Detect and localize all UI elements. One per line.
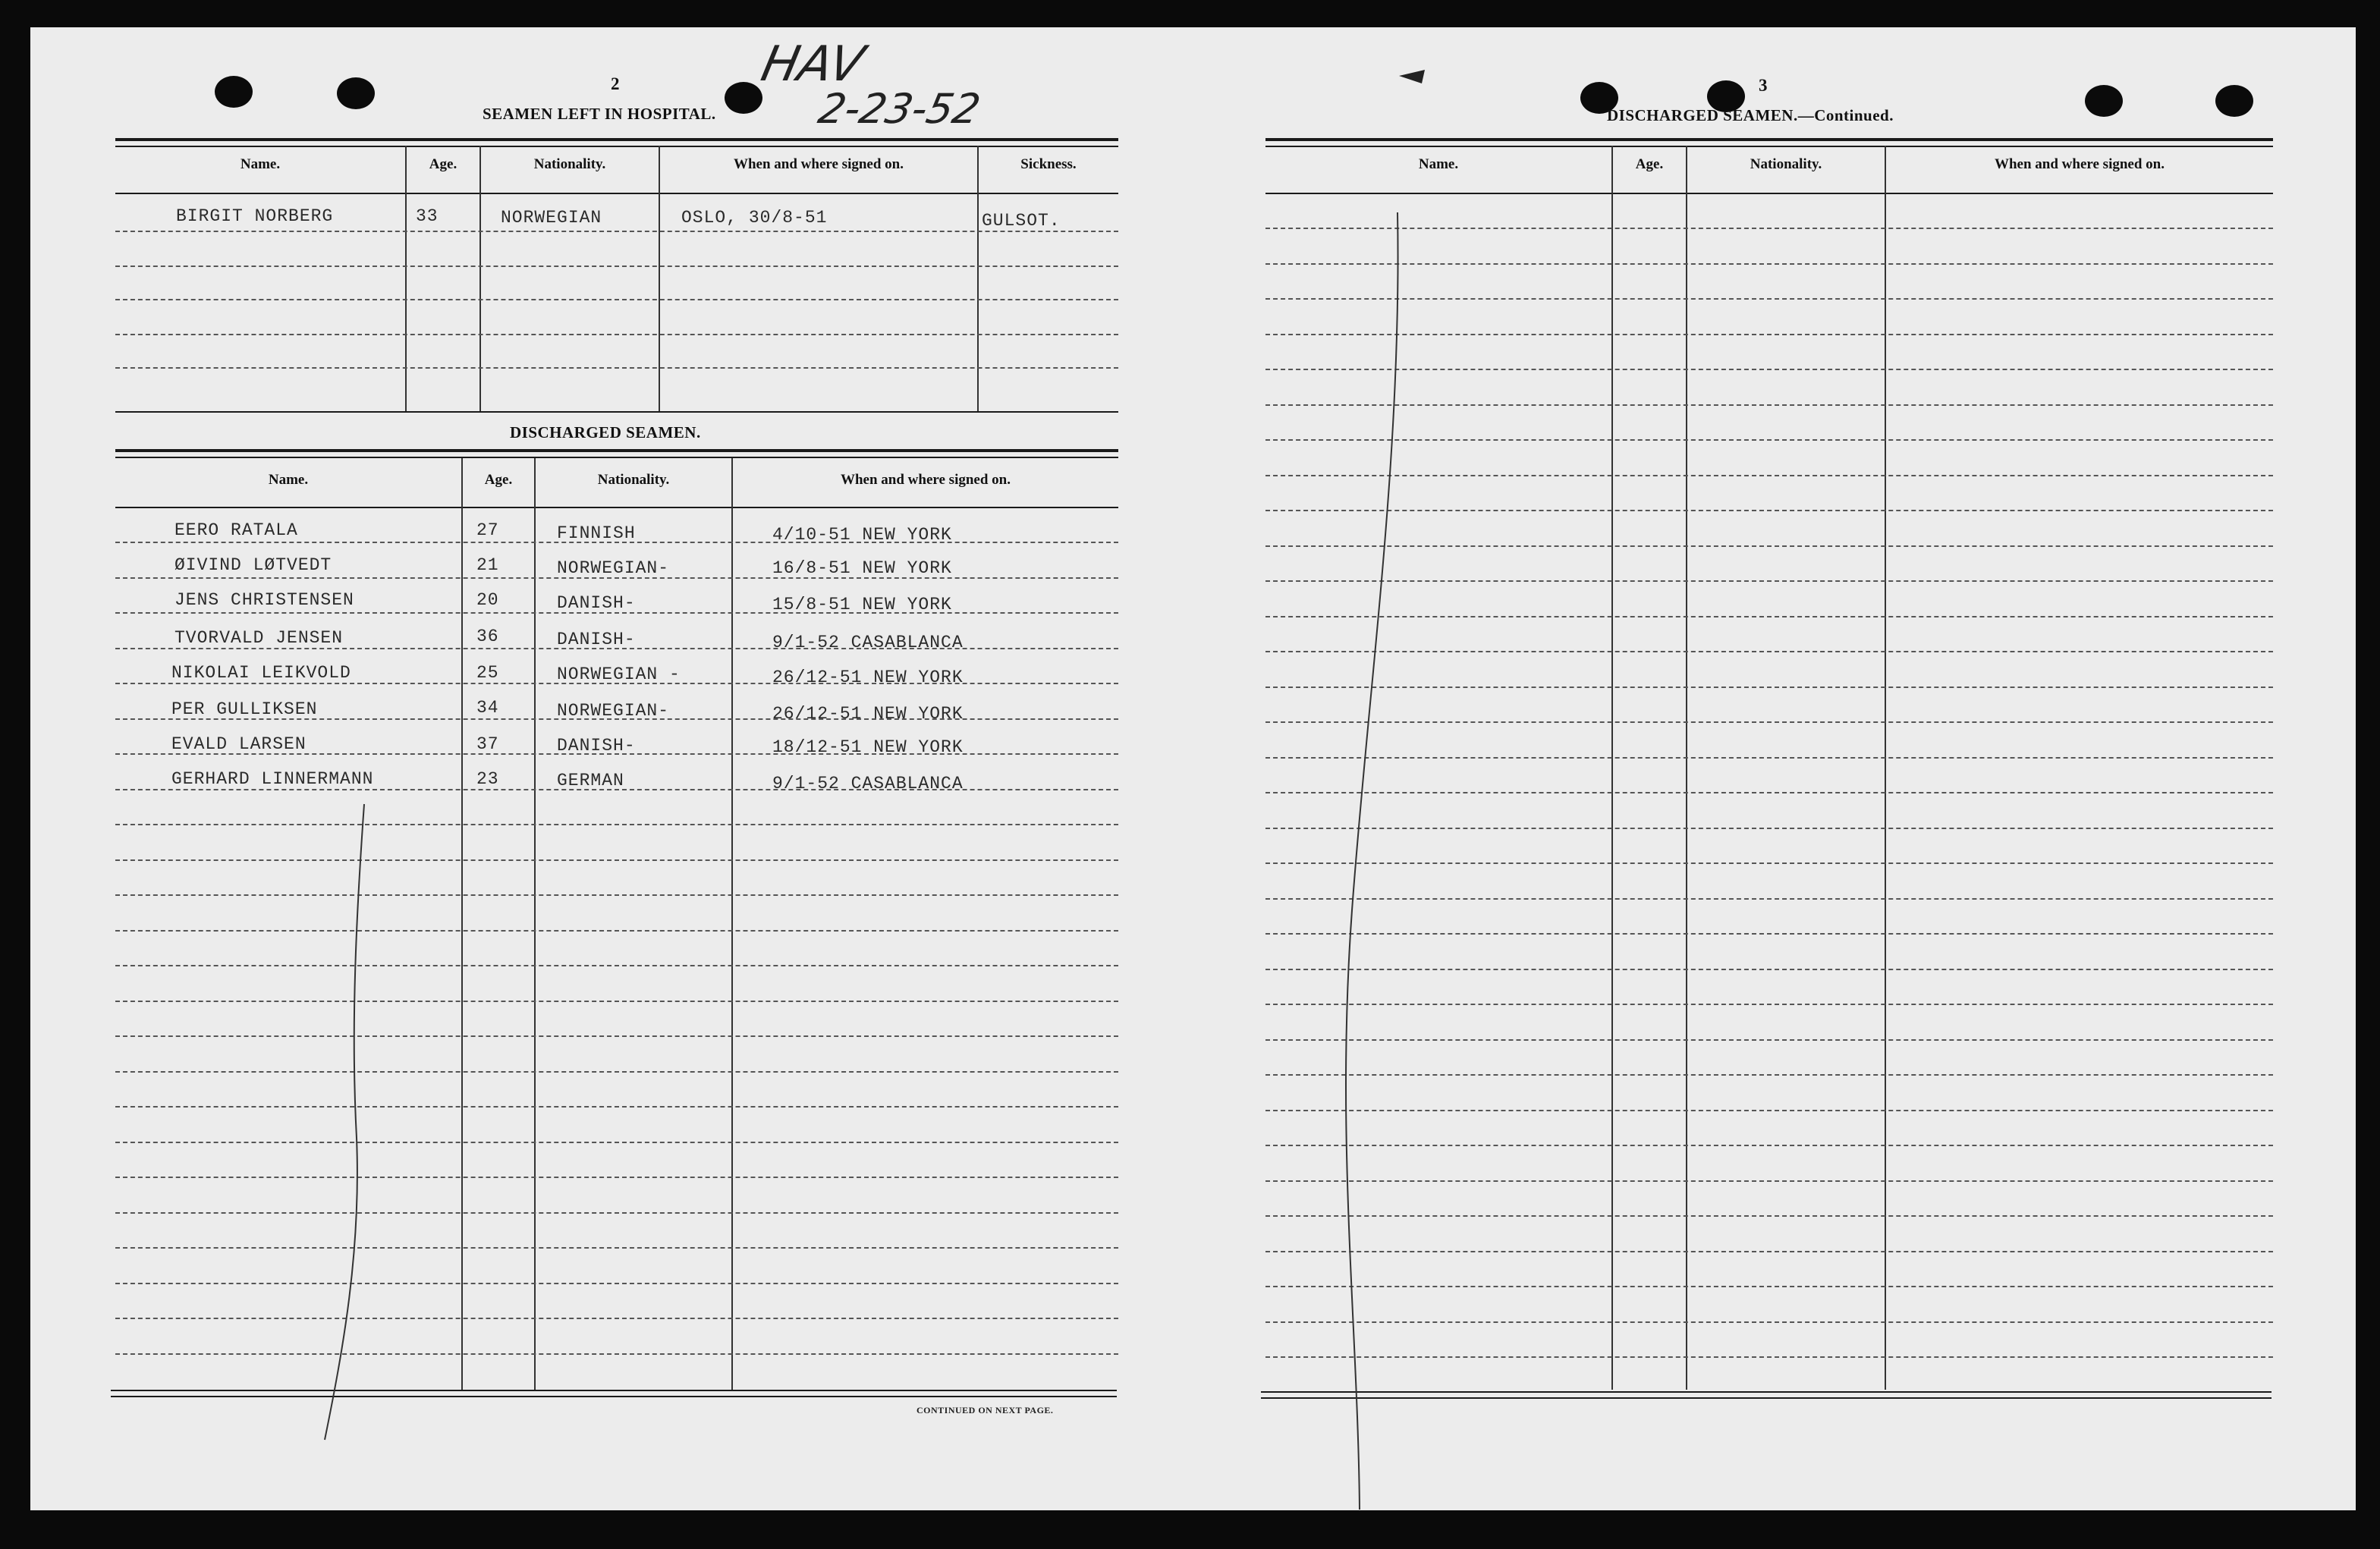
seaman-age: 25 bbox=[476, 663, 499, 683]
column-header-name: Name. bbox=[268, 472, 309, 488]
page-number-right: 3 bbox=[1759, 76, 1768, 95]
seaman-signed-on: 9/1-52 CASABLANCA bbox=[772, 774, 964, 793]
seaman-nationality: DANISH- bbox=[557, 630, 636, 649]
seaman-nationality: NORWEGIAN- bbox=[557, 701, 670, 721]
column-header-sickness: Sickness. bbox=[1020, 156, 1077, 172]
seaman-name: BIRGIT NORBERG bbox=[176, 206, 334, 226]
seaman-nationality: DANISH- bbox=[557, 736, 636, 756]
column-header-signed-on: When and where signed on. bbox=[1994, 156, 2165, 172]
seaman-name: GERHARD LINNERMANN bbox=[171, 769, 374, 789]
seaman-age: 33 bbox=[416, 206, 439, 226]
page-number-left: 2 bbox=[611, 74, 620, 93]
column-header-nationality: Nationality. bbox=[533, 156, 606, 172]
seaman-name: EERO RATALA bbox=[174, 520, 298, 540]
column-header-age: Age. bbox=[484, 472, 513, 488]
seaman-signed-on: OSLO, 30/8-51 bbox=[681, 208, 828, 228]
seaman-name: EVALD LARSEN bbox=[171, 734, 307, 754]
column-header-name: Name. bbox=[1418, 156, 1459, 172]
column-header-signed-on: When and where signed on. bbox=[840, 472, 1011, 488]
seaman-signed-on: 15/8-51 NEW YORK bbox=[772, 595, 952, 614]
ink-stroke bbox=[325, 804, 364, 1440]
column-header-name: Name. bbox=[240, 156, 281, 172]
seaman-name: ØIVIND LØTVEDT bbox=[174, 555, 332, 575]
seaman-age: 37 bbox=[476, 734, 499, 754]
seaman-signed-on: 18/12-51 NEW YORK bbox=[772, 737, 964, 757]
seaman-name: PER GULLIKSEN bbox=[171, 699, 318, 719]
column-header-nationality: Nationality. bbox=[597, 472, 670, 488]
seaman-age: 34 bbox=[476, 698, 499, 718]
seaman-nationality: FINNISH bbox=[557, 523, 636, 543]
seaman-signed-on: 26/12-51 NEW YORK bbox=[772, 668, 964, 687]
seaman-nationality: DANISH- bbox=[557, 593, 636, 613]
seaman-age: 20 bbox=[476, 590, 499, 610]
seaman-name: JENS CHRISTENSEN bbox=[174, 590, 354, 610]
seaman-nationality: NORWEGIAN bbox=[501, 208, 602, 228]
right-section-title: DISCHARGED SEAMEN.—Continued. bbox=[1607, 106, 1894, 124]
seaman-signed-on: 9/1-52 CASABLANCA bbox=[772, 633, 964, 652]
seaman-age: 23 bbox=[476, 769, 499, 789]
handwritten-date: 2-23-52 bbox=[814, 85, 985, 133]
ink-stroke bbox=[1399, 70, 1425, 83]
column-header-age: Age. bbox=[1635, 156, 1664, 172]
column-header-signed-on: When and where signed on. bbox=[733, 156, 904, 172]
handwritten-code: HAV bbox=[756, 36, 869, 93]
seaman-signed-on: 4/10-51 NEW YORK bbox=[772, 525, 952, 545]
continued-note: CONTINUED ON NEXT PAGE. bbox=[916, 1405, 1054, 1415]
ink-stroke bbox=[1346, 212, 1398, 1510]
discharged-section-title: DISCHARGED SEAMEN. bbox=[510, 423, 701, 441]
column-header-nationality: Nationality. bbox=[1750, 156, 1822, 172]
seaman-sickness: GULSOT. bbox=[982, 211, 1061, 231]
seaman-signed-on: 16/8-51 NEW YORK bbox=[772, 558, 952, 578]
seaman-name: NIKOLAI LEIKVOLD bbox=[171, 663, 351, 683]
column-header-age: Age. bbox=[429, 156, 457, 172]
seaman-age: 21 bbox=[476, 555, 499, 575]
seaman-age: 27 bbox=[476, 520, 499, 540]
hospital-section-title: SEAMEN LEFT IN HOSPITAL. bbox=[483, 105, 716, 123]
seaman-nationality: NORWEGIAN- bbox=[557, 558, 670, 578]
seaman-age: 36 bbox=[476, 627, 499, 646]
seaman-signed-on: 26/12-51 NEW YORK bbox=[772, 704, 964, 724]
seaman-name: TVORVALD JENSEN bbox=[174, 628, 344, 648]
seaman-nationality: GERMAN bbox=[557, 771, 624, 790]
seaman-nationality: NORWEGIAN - bbox=[557, 665, 681, 684]
